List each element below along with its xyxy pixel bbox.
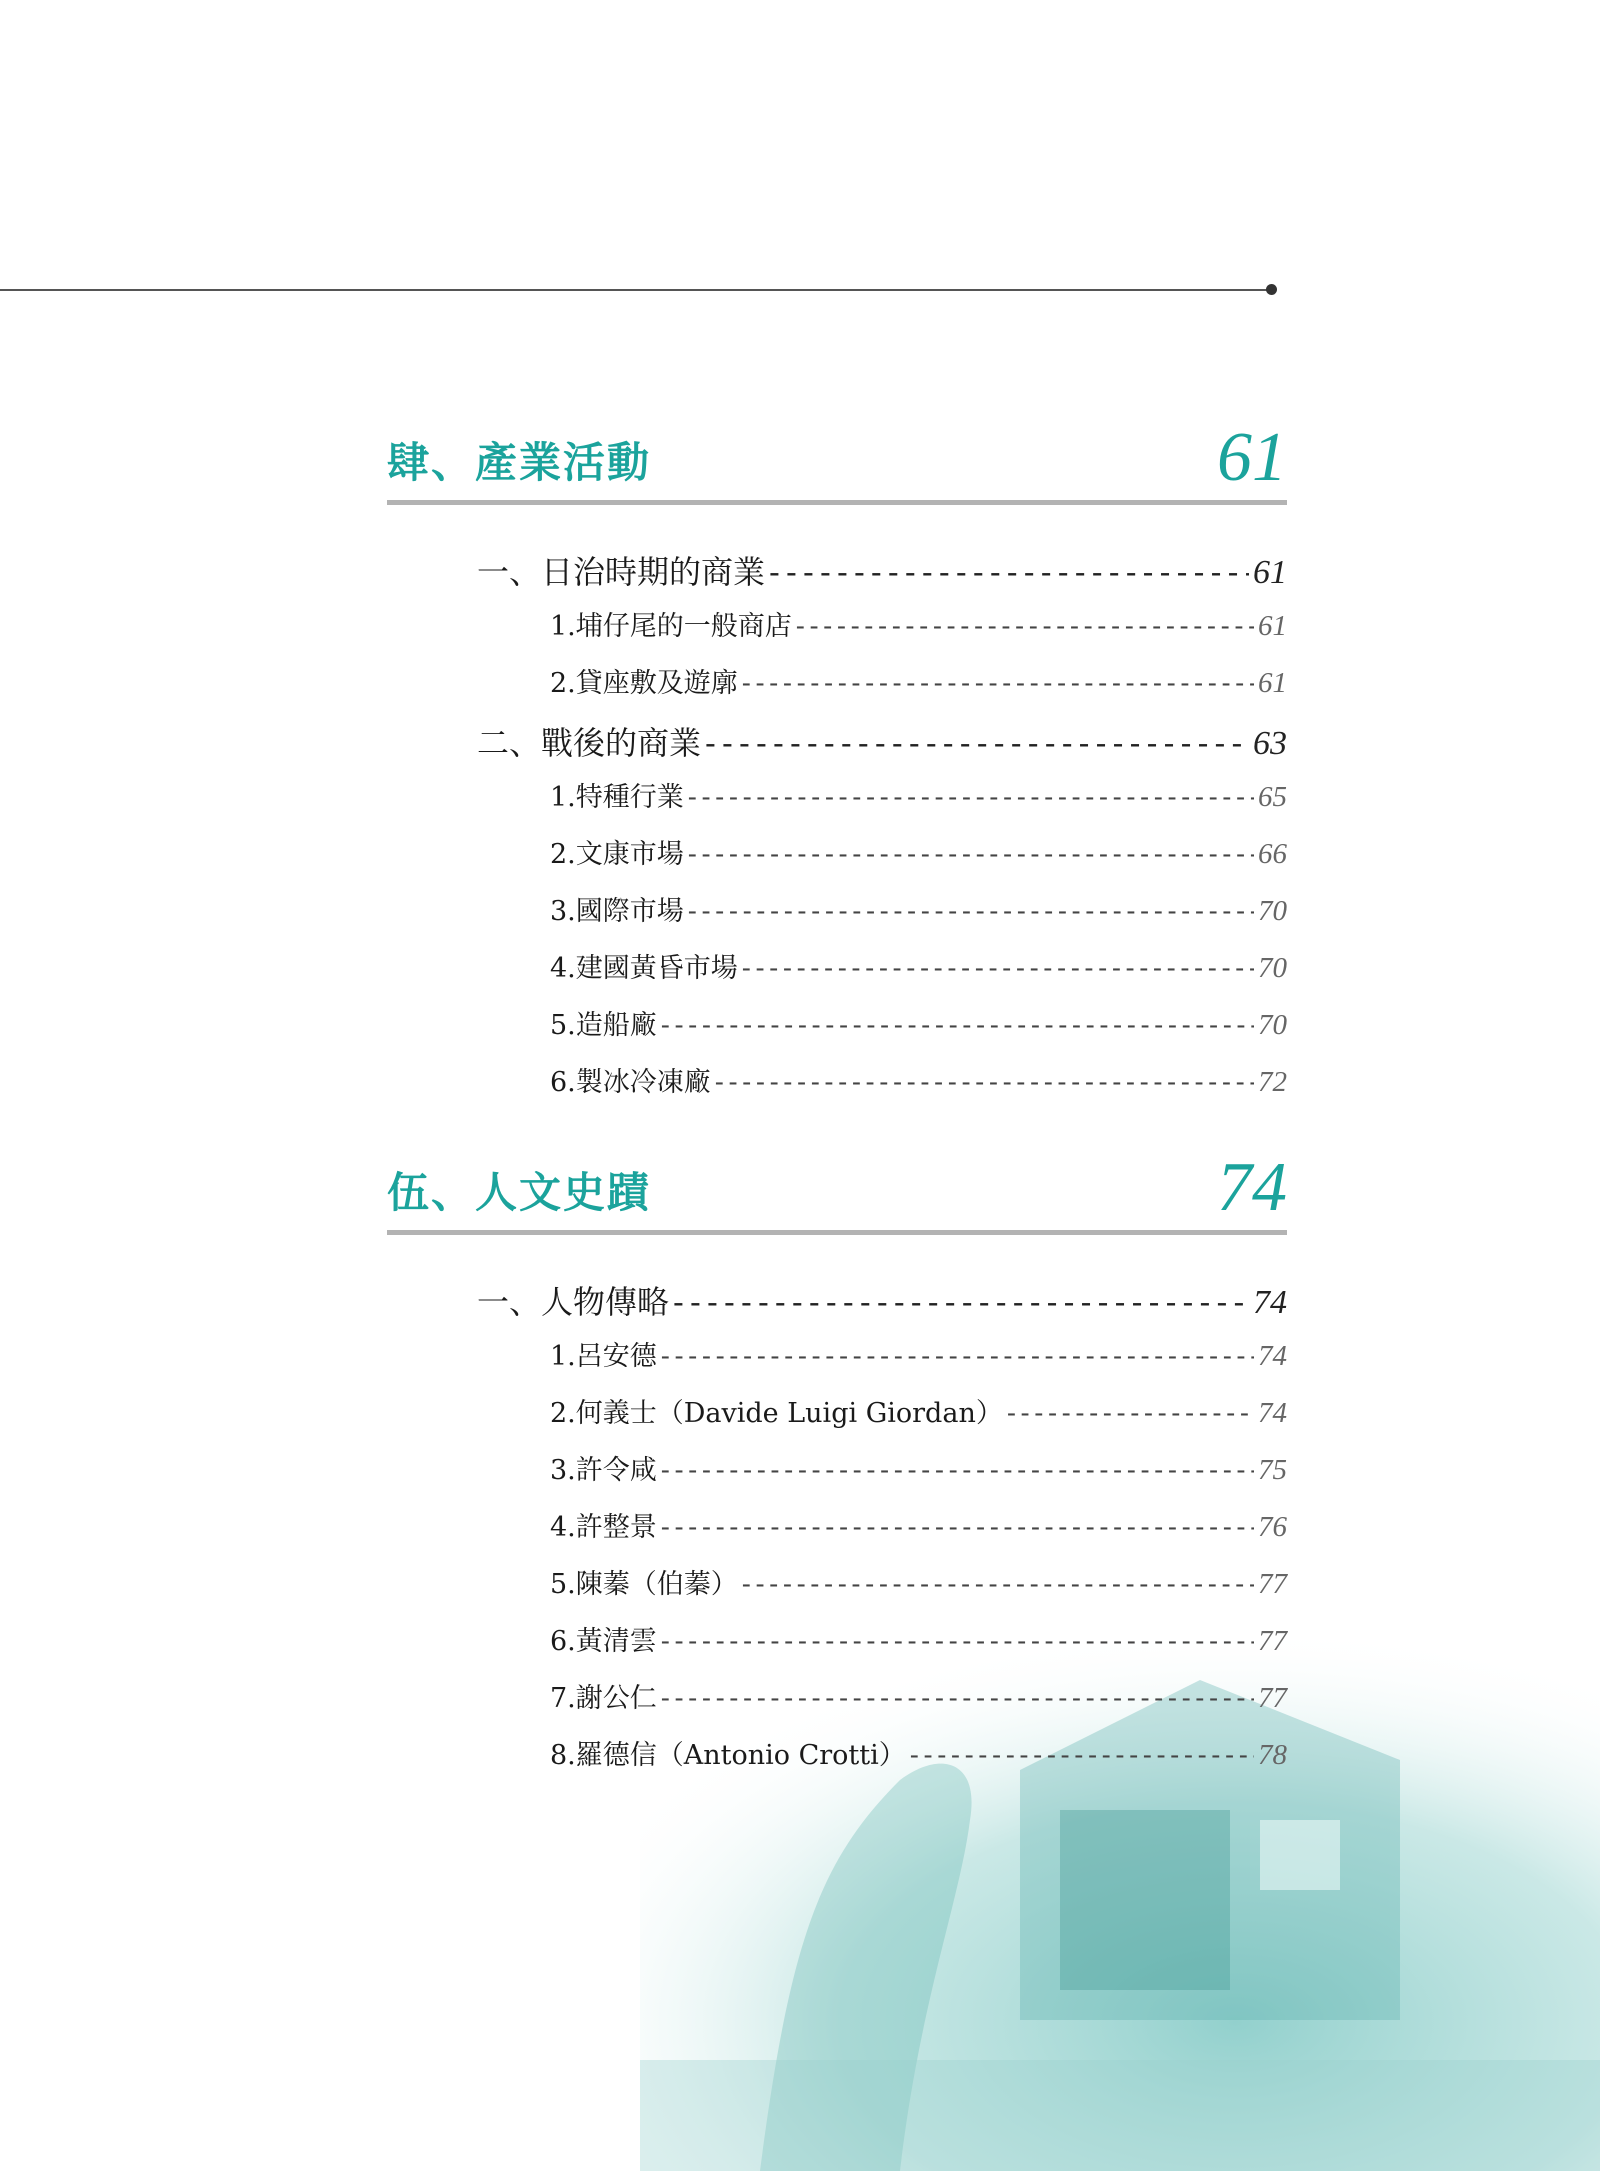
entry-label: 1.呂安德 (550, 1341, 657, 1372)
dot-leader (769, 553, 1249, 591)
toc-entry[interactable] (550, 1334, 1287, 1391)
entry-label: 1.特種行業 (550, 782, 684, 813)
toc-entry[interactable] (550, 661, 1287, 718)
dot-leader (661, 1010, 1254, 1041)
dot-leader (742, 668, 1254, 699)
entry-page: 77 (1258, 1568, 1287, 1600)
toc-entry[interactable] (477, 1277, 1287, 1334)
entry-page: 77 (1258, 1625, 1287, 1657)
entry-label: 一、日治時期的商業 (477, 553, 766, 591)
entry-page: 72 (1258, 1066, 1287, 1098)
toc-entry[interactable] (550, 889, 1287, 946)
entry-label: 4.許整景 (550, 1512, 657, 1543)
toc-entry[interactable] (550, 1619, 1287, 1676)
dot-leader (796, 611, 1254, 642)
section-page-number: 61 (1217, 419, 1287, 496)
entry-page: 78 (1258, 1739, 1287, 1771)
entry-page: 76 (1258, 1511, 1287, 1543)
toc-entry[interactable] (550, 1505, 1287, 1562)
entry-label: 2.貸座敷及遊廓 (550, 668, 738, 699)
entry-page: 77 (1258, 1682, 1287, 1714)
toc-entry[interactable] (550, 832, 1287, 889)
dot-leader (688, 782, 1254, 813)
entry-label: 3.國際市場 (550, 896, 684, 927)
entry-page: 70 (1258, 1009, 1287, 1041)
entry-label: 4.建國黃昏市場 (550, 953, 738, 984)
dot-leader (705, 724, 1249, 762)
dot-leader (742, 953, 1254, 984)
section-title: 肆、產業活動 (387, 438, 652, 487)
section-rule (387, 500, 1287, 505)
entry-page: 65 (1258, 781, 1287, 813)
toc-entry[interactable] (477, 718, 1287, 775)
toc-entry[interactable] (550, 946, 1287, 1003)
entry-label: 5.陳蓁（伯蓁） (550, 1569, 738, 1600)
dot-leader (661, 1455, 1254, 1486)
header-rule (0, 289, 1268, 291)
section-rule (387, 1230, 1287, 1235)
dot-leader (1007, 1398, 1254, 1429)
dot-leader (661, 1341, 1254, 1372)
entry-page: 66 (1258, 838, 1287, 870)
toc-entry[interactable] (550, 1562, 1287, 1619)
entry-label: 一、人物傳略 (477, 1283, 670, 1321)
entry-page: 61 (1258, 610, 1287, 642)
entry-page: 70 (1258, 952, 1287, 984)
toc-entry[interactable] (550, 1391, 1287, 1448)
entry-label: 二、戰後的商業 (477, 724, 702, 762)
entry-label: 5.造船廠 (550, 1010, 657, 1041)
entry-label: 7.謝公仁 (550, 1683, 657, 1714)
entry-page: 75 (1258, 1454, 1287, 1486)
toc-entry[interactable] (550, 1060, 1287, 1117)
toc-entry[interactable] (550, 604, 1287, 661)
toc-section-industry (387, 420, 1287, 1117)
entry-label: 6.製冰冷凍廠 (550, 1067, 711, 1098)
entry-page: 74 (1258, 1340, 1287, 1372)
toc-entry[interactable] (477, 547, 1287, 604)
toc-entry[interactable] (550, 1733, 1287, 1790)
dot-leader (661, 1626, 1254, 1657)
section-page-number: 74 (1217, 1149, 1287, 1226)
entry-label: 2.何義士（Davide Luigi Giordan） (550, 1398, 1003, 1429)
entry-label: 8.羅德信（Antonio Crotti） (550, 1740, 906, 1771)
entry-label: 1.埔仔尾的一般商店 (550, 611, 792, 642)
dot-leader (661, 1683, 1254, 1714)
dot-leader (673, 1283, 1249, 1321)
toc-section-heritage (387, 1150, 1287, 1790)
entry-page: 74 (1258, 1397, 1287, 1429)
header-rule-dot (1266, 284, 1277, 295)
toc-entry[interactable] (550, 1448, 1287, 1505)
dot-leader (661, 1512, 1254, 1543)
entry-label: 6.黃清雲 (550, 1626, 657, 1657)
toc-entry[interactable] (550, 775, 1287, 832)
entry-page: 61 (1253, 554, 1287, 591)
section-title: 伍、人文史蹟 (387, 1168, 652, 1217)
entry-label: 2.文康市場 (550, 839, 684, 870)
entry-page: 63 (1253, 725, 1287, 762)
dot-leader (688, 896, 1254, 927)
entry-page: 70 (1258, 895, 1287, 927)
entry-page: 61 (1258, 667, 1287, 699)
dot-leader (910, 1740, 1254, 1771)
dot-leader (688, 839, 1254, 870)
dot-leader (715, 1067, 1254, 1098)
dot-leader (742, 1569, 1254, 1600)
toc-entry[interactable] (550, 1003, 1287, 1060)
section-heading (387, 420, 1287, 500)
toc-entry[interactable] (550, 1676, 1287, 1733)
entry-label: 3.許令咸 (550, 1455, 657, 1486)
entry-page: 74 (1253, 1284, 1287, 1321)
section-heading (387, 1150, 1287, 1230)
